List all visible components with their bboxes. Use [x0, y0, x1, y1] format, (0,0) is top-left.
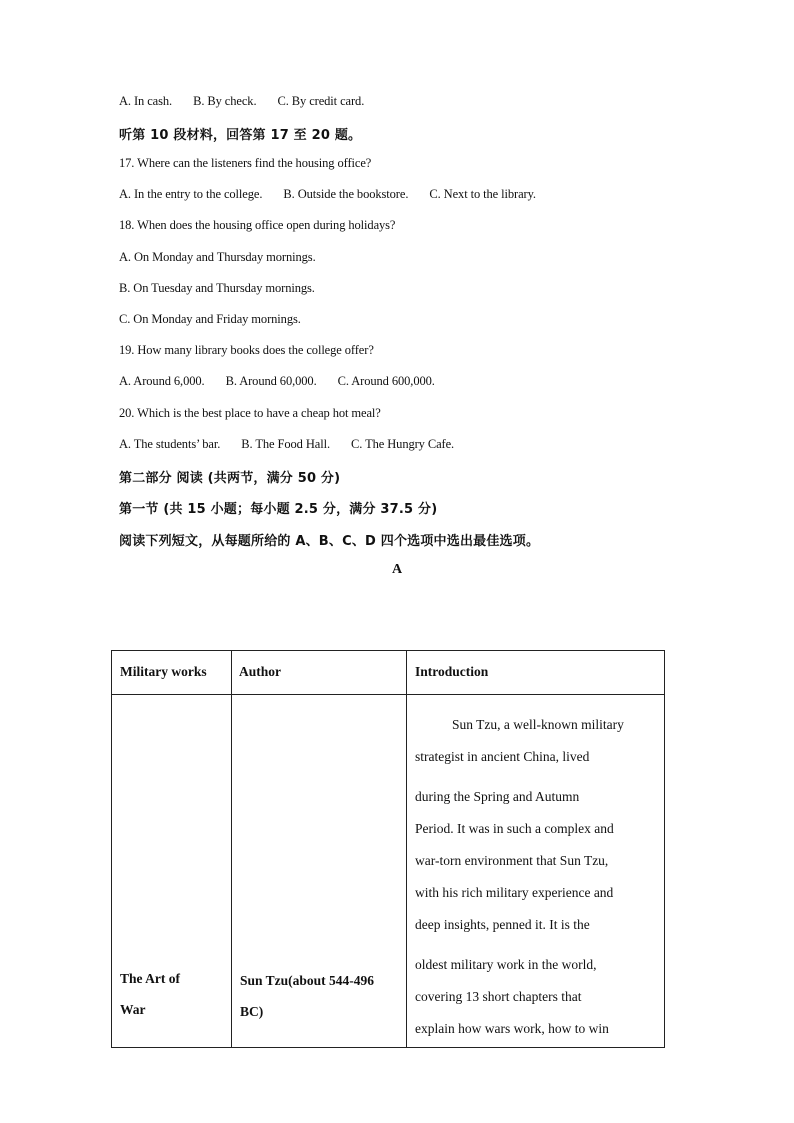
q16-options [119, 94, 364, 109]
header-introduction: Introduction [415, 664, 489, 679]
q17-option-c: C. Next to the library. [429, 187, 536, 201]
question-18-stem: 18. When does the housing office open during holidays? [119, 218, 396, 232]
header-military-works: Military works [120, 664, 207, 679]
header-divider [112, 694, 664, 695]
column-divider [231, 651, 232, 1047]
introduction-cell [415, 709, 655, 1045]
question-19-options [119, 374, 435, 389]
work-title-cell [120, 963, 180, 1025]
reading-instruction: 阅读下列短文，从每题所给的 A、B、C、D 四个选项中选出最佳选项。 [119, 534, 540, 549]
part-two-heading: 第二部分 阅读 (共两节，满分 50 分) [119, 471, 341, 486]
military-works-table [111, 650, 665, 1048]
intro-line: covering 13 short chapters that [415, 989, 582, 1004]
q20-option-b: B. The Food Hall. [241, 437, 330, 451]
q18-option-a: A. On Monday and Thursday mornings. [119, 250, 316, 264]
intro-line: deep insights, penned it. It is the [415, 917, 590, 932]
intro-line: during the Spring and Autumn [415, 789, 580, 804]
author-line: Sun Tzu(about 544-496 [240, 973, 375, 988]
q16-option-b: B. By check. [193, 94, 257, 108]
intro-line: with his rich military experience and [415, 885, 614, 900]
intro-line: strategist in ancient China, lived [415, 749, 590, 764]
section-10-heading: 听第 10 段材料，回答第 17 至 20 题。 [119, 128, 362, 143]
intro-line: Period. It was in such a complex and [415, 821, 614, 836]
work-title-line: The Art of [120, 971, 180, 986]
question-19-stem: 19. How many library books does the college offer? [119, 343, 374, 357]
q17-option-b: B. Outside the bookstore. [283, 187, 409, 201]
intro-line: oldest military work in the world, [415, 957, 597, 972]
q20-option-a: A. The students’ bar. [119, 437, 221, 451]
q16-option-a: A. In cash. [119, 94, 173, 108]
q20-option-c: C. The Hungry Cafe. [351, 437, 455, 451]
question-20-stem: 20. Which is the best place to have a cheap hot meal? [119, 406, 381, 420]
q18-option-c: C. On Monday and Friday mornings. [119, 312, 301, 326]
question-17-stem: 17. Where can the listeners find the housing office? [119, 156, 372, 170]
header-author: Author [239, 664, 282, 679]
q17-option-a: A. In the entry to the college. [119, 187, 263, 201]
q16-option-c: C. By credit card. [277, 94, 365, 108]
author-cell [240, 965, 374, 1027]
intro-line: explain how wars work, how to win [415, 1021, 609, 1036]
q19-option-c: C. Around 600,000. [337, 374, 435, 388]
passage-letter: A [391, 562, 403, 577]
work-title-line: War [120, 1002, 146, 1017]
column-divider [406, 651, 407, 1047]
intro-line: Sun Tzu, a well-known military [452, 717, 624, 732]
author-line: BC) [240, 1004, 264, 1019]
question-17-options [119, 187, 536, 202]
intro-line: war-torn environment that Sun Tzu, [415, 853, 609, 868]
q19-option-b: B. Around 60,000. [225, 374, 317, 388]
q19-option-a: A. Around 6,000. [119, 374, 205, 388]
question-20-options [119, 437, 454, 452]
section-one-heading: 第一节 (共 15 小题；每小题 2.5 分，满分 37.5 分) [119, 502, 438, 517]
q18-option-b: B. On Tuesday and Thursday mornings. [119, 281, 315, 295]
